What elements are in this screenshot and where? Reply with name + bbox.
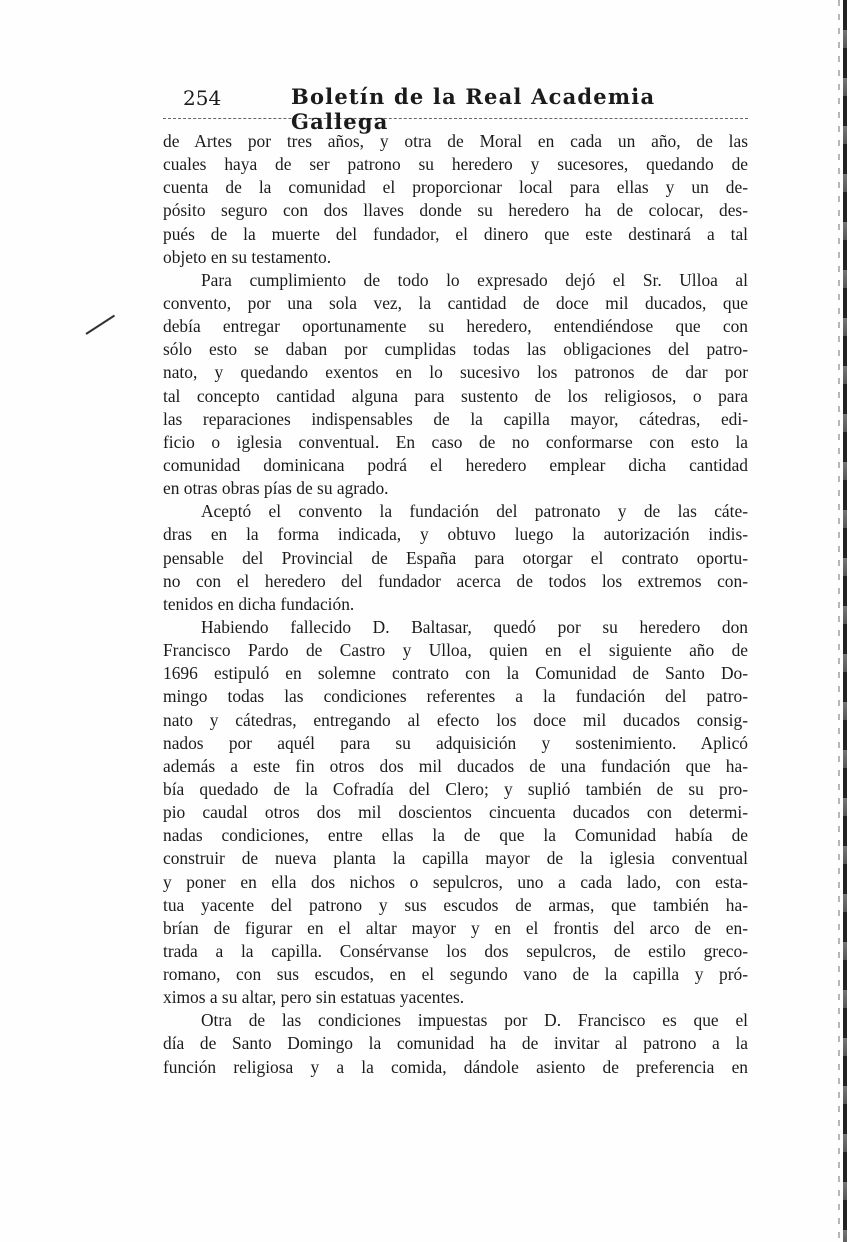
text-line: tua yacente del patrono y sus escudos de armas, que también ha- bbox=[163, 894, 748, 915]
text-line: pósito seguro con dos llaves donde su heredero ha de colocar, des- bbox=[163, 200, 748, 221]
text-line: Francisco Pardo de Castro y Ulloa, quien en el siguiente año de bbox=[163, 640, 748, 661]
text-line: cuales haya de ser patrono su heredero y sucesores, quedando de bbox=[163, 154, 748, 175]
text-line: y poner en ella dos nichos o sepulcros, uno a cada lado, con esta- bbox=[163, 871, 748, 892]
text-line: pués de la muerte del fundador, el dinero que este destinará a tal bbox=[163, 223, 748, 244]
text-line: convento, por una sola vez, la cantidad de doce mil ducados, que bbox=[163, 292, 748, 313]
paragraph-start-line: Para cumplimiento de todo lo expresado dejó el Sr. Ulloa al bbox=[201, 269, 748, 290]
text-line: debía entregar oportunamente su heredero, entendiéndose que con bbox=[163, 316, 748, 337]
body-text bbox=[163, 130, 748, 1079]
text-line: pio caudal otros dos mil doscientos cincuenta ducados con determi- bbox=[163, 802, 748, 823]
text-line: romano, con sus escudos, en el segundo vano de la capilla y pró- bbox=[163, 964, 748, 985]
paragraph-start-line: Otra de las condiciones impuestas por D. Francisco es que el bbox=[201, 1010, 748, 1031]
text-line: sólo esto se daban por cumplidas todas las obligaciones del patro- bbox=[163, 339, 748, 360]
text-line: ximos a su altar, pero sin estatuas yacentes. bbox=[163, 987, 465, 1008]
text-line: de Artes por tres años, y otra de Moral en cada un año, de las bbox=[163, 131, 748, 151]
text-line: 1696 estipuló en solemne contrato con la Comunidad de Santo Do- bbox=[163, 663, 748, 684]
page-header bbox=[163, 82, 748, 134]
text-line: trada a la capilla. Consérvanse los dos sepulcros, de estilo greco- bbox=[163, 940, 748, 961]
page-number: 254 bbox=[183, 86, 222, 110]
text-line: construir de nueva planta la capilla mayor de la iglesia conventual bbox=[163, 848, 748, 869]
paragraph-start-line: Aceptó el convento la fundación del patronato y de las cáte- bbox=[201, 501, 748, 522]
text-line: tal concepto cantidad alguna para sustento de los religiosos, o para bbox=[163, 385, 748, 406]
text-line: bía quedado de la Cofradía del Clero; y suplió también de su pro- bbox=[163, 778, 748, 799]
text-line: tenidos en dicha fundación. bbox=[163, 593, 355, 614]
binding-shadow bbox=[838, 0, 840, 1242]
text-line: ficio o iglesia conventual. En caso de no conformarse con esto la bbox=[163, 431, 748, 452]
text-line: cuenta de la comunidad el proporcionar local para ellas y un de- bbox=[163, 177, 748, 198]
text-line: no con el heredero del fundador acerca de todos los extremos con- bbox=[163, 570, 748, 591]
text-line: en otras obras pías de su agrado. bbox=[163, 478, 389, 499]
text-line: las reparaciones indispensables de la capilla mayor, cátedras, edi- bbox=[163, 408, 748, 429]
running-title: Boletín de la Real Academia Gallega bbox=[291, 84, 656, 134]
text-line: día de Santo Domingo la comunidad ha de invitar al patrono a la bbox=[163, 1033, 748, 1054]
text-line: nadas condiciones, entre ellas la de que la Comunidad había de bbox=[163, 825, 748, 846]
text-line: nados por aquél para su adquisición y sostenimiento. Aplicó bbox=[163, 732, 748, 753]
text-line: nato, y quedando exentos en lo sucesivo los patronos de dar por bbox=[163, 362, 748, 383]
margin-pencil-mark bbox=[85, 315, 115, 335]
text-line: mingo todas las condiciones referentes a la fundación del patro- bbox=[163, 686, 748, 707]
text-line: además a este fin otros dos mil ducados de una fundación que ha- bbox=[163, 755, 748, 776]
text-line: comunidad dominicana podrá el heredero emplear dicha cantidad bbox=[163, 454, 748, 475]
text-line: pensable del Provincial de España para otorgar el contrato oportu- bbox=[163, 547, 748, 568]
text-line: función religiosa y a la comida, dándole asiento de preferencia en bbox=[163, 1056, 748, 1077]
text-line: brían de figurar en el altar mayor y en el frontis del arco de en- bbox=[163, 917, 748, 938]
text-line: objeto en su testamento. bbox=[163, 246, 332, 267]
paragraph-start-line: Habiendo fallecido D. Baltasar, quedó por su heredero don bbox=[201, 616, 748, 637]
text-line: nato y cátedras, entregando al efecto los doce mil ducados consig- bbox=[163, 709, 748, 730]
page-binding-edge bbox=[843, 0, 847, 1242]
text-line: dras en la forma indicada, y obtuvo luego la autorización indis- bbox=[163, 524, 748, 545]
